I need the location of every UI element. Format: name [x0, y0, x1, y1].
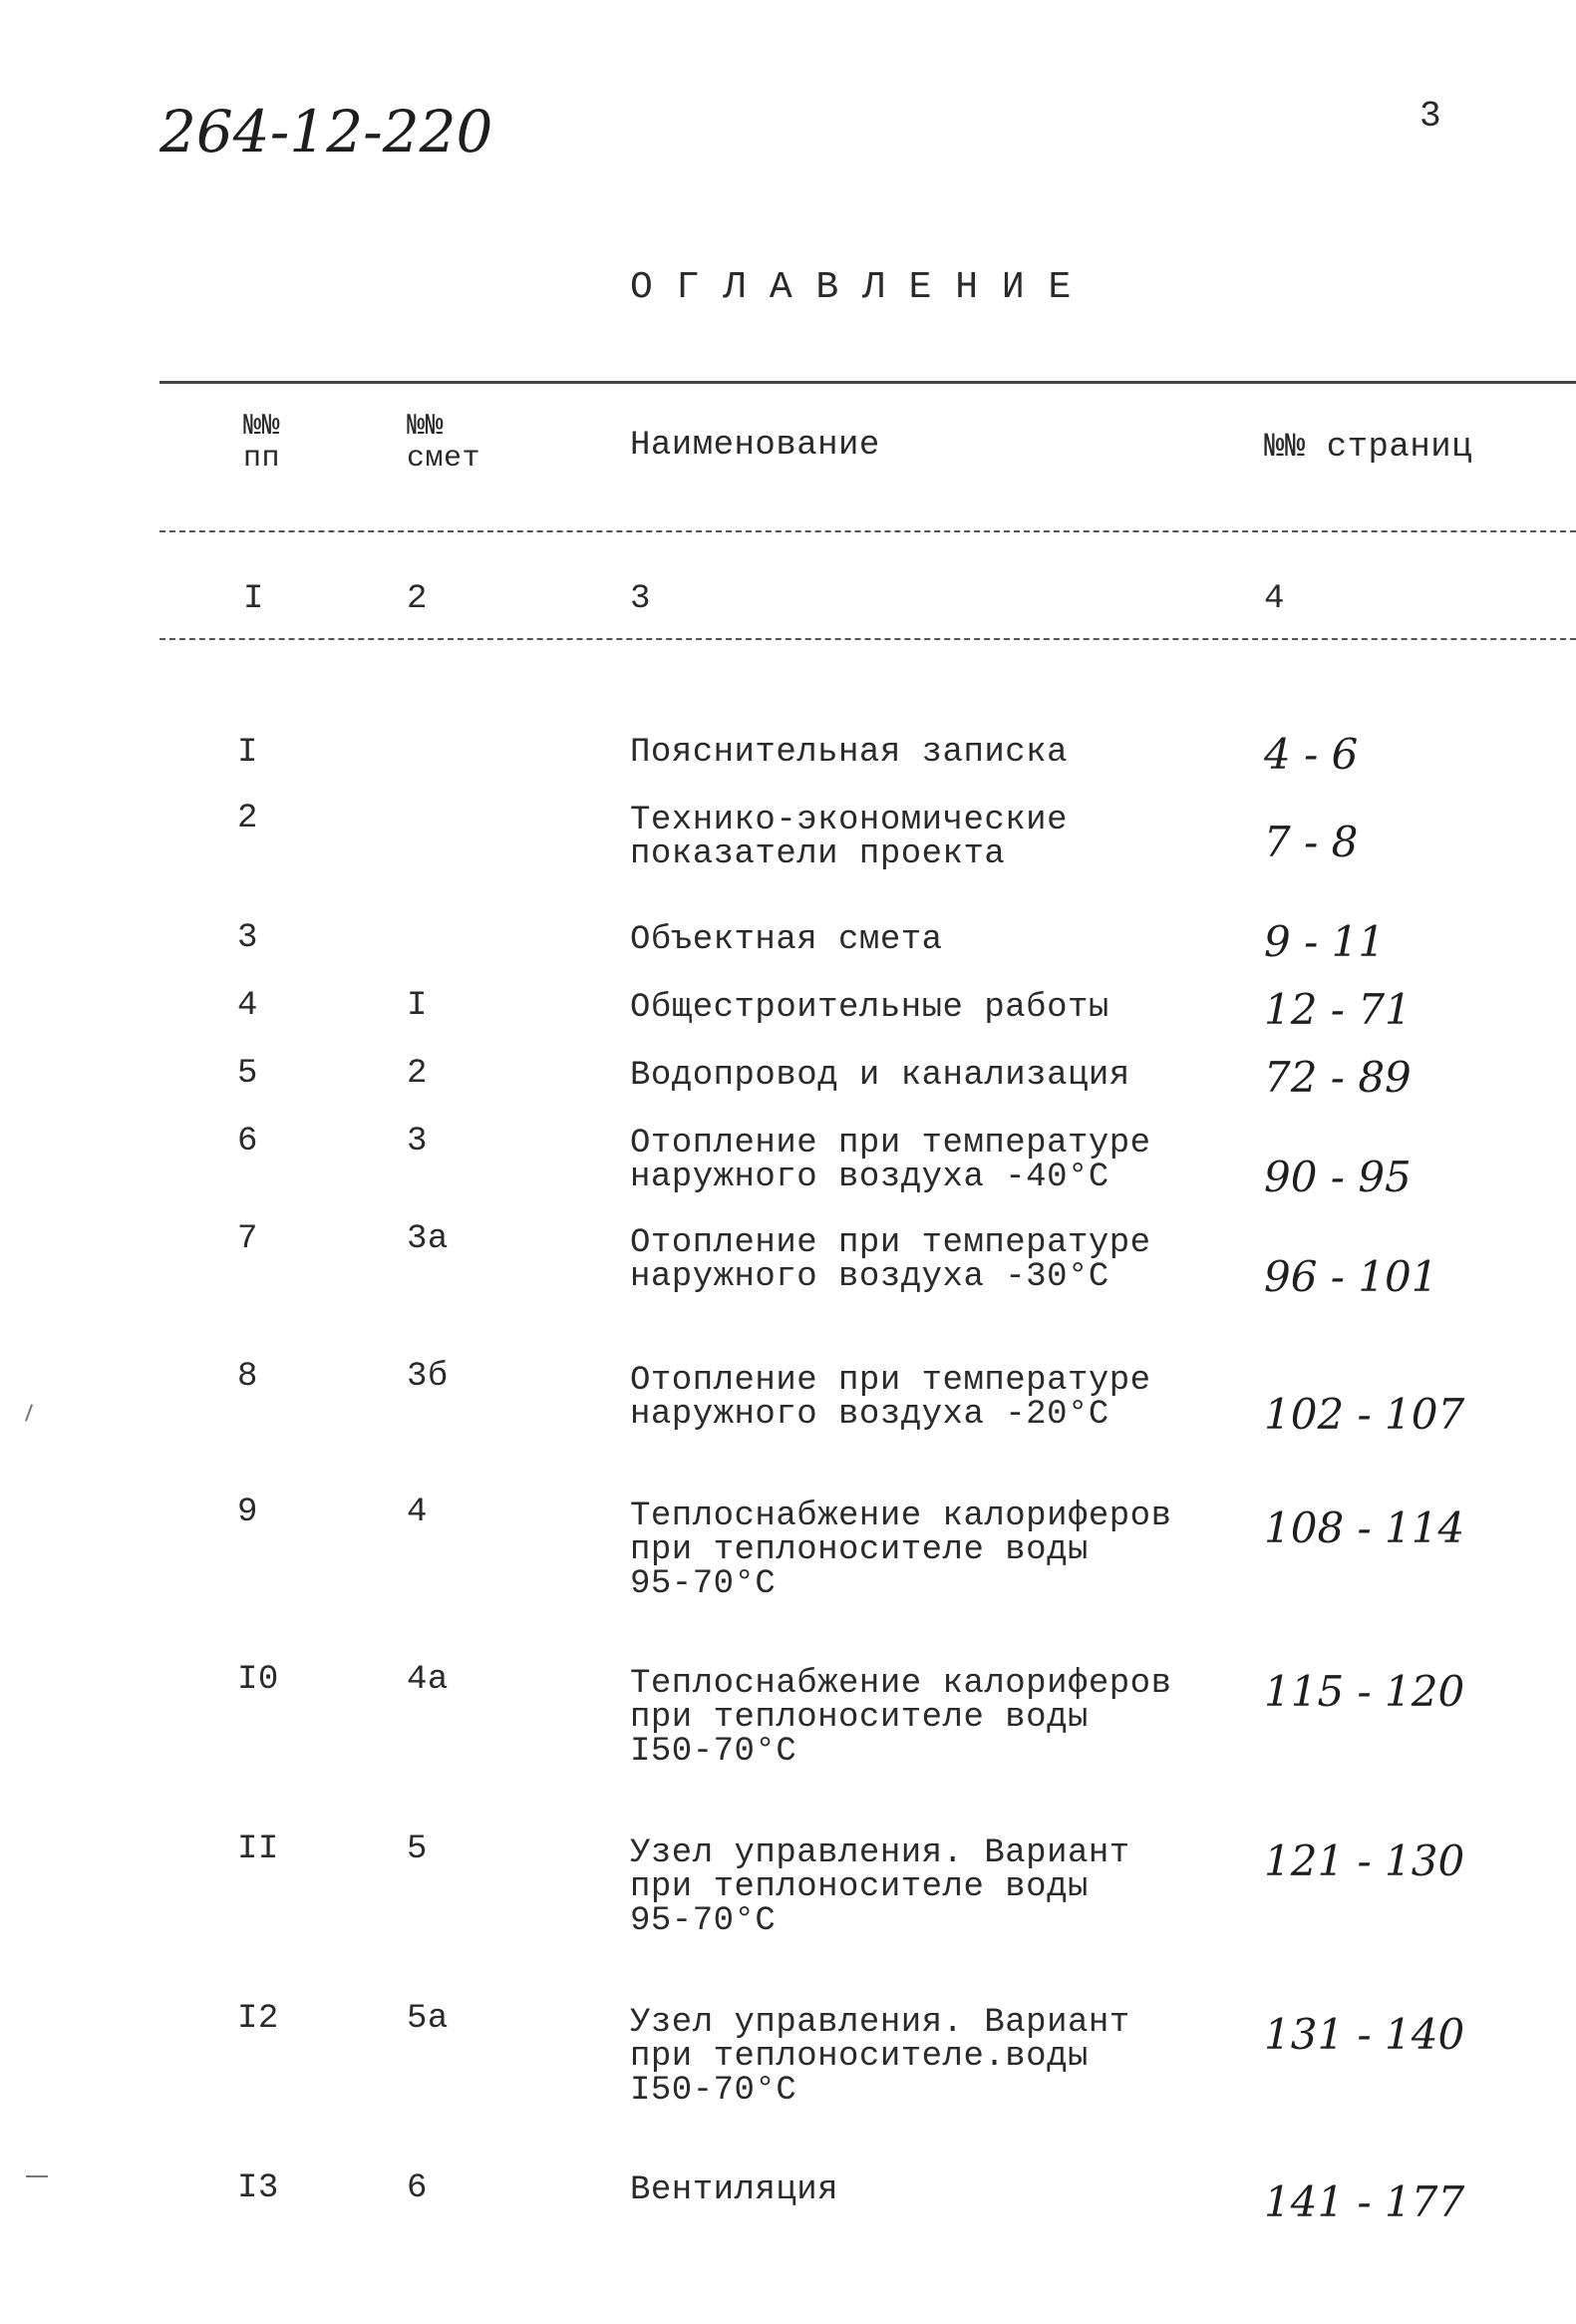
row-5-pages: 72 - 89 — [1264, 1053, 1412, 1102]
row-12-name: Узел управления. Вариант при теплоносителе.воды I50-70°C — [630, 2004, 1130, 2110]
row-9-name: Теплоснабжение калориферов при теплоносителе воды 95-70°C — [630, 1497, 1172, 1603]
row-1-pp: I — [237, 734, 258, 772]
row-4-pages: 12 - 71 — [1264, 985, 1412, 1034]
row-8-pp: 8 — [237, 1358, 258, 1396]
row-12-pp: I2 — [237, 2000, 279, 2038]
numbers-rule — [159, 638, 1576, 640]
row-7-name: Отопление при температуре наружного воздуха -30°C — [630, 1224, 1151, 1296]
row-1-pages: 4 - 6 — [1264, 730, 1359, 779]
header-col3: Наименование — [630, 427, 880, 465]
row-13-name: Вентиляция — [630, 2171, 839, 2209]
column-number-1: I — [243, 580, 264, 618]
row-8-smeta: 3б — [407, 1358, 449, 1396]
header-col2: №№ смет — [407, 410, 481, 476]
row-6-pages: 90 - 95 — [1264, 1153, 1412, 1201]
row-5-name: Водопровод и канализация — [630, 1057, 1130, 1095]
column-number-2: 2 — [407, 580, 428, 618]
column-number-4: 4 — [1264, 580, 1285, 618]
row-2-name: Технико-экономические показатели проекта — [630, 802, 1068, 873]
row-10-pages: 115 - 120 — [1264, 1667, 1465, 1716]
row-13-pages: 141 - 177 — [1264, 2177, 1465, 2226]
row-6-smeta: 3 — [407, 1123, 428, 1161]
row-6-pp: 6 — [237, 1123, 258, 1161]
row-10-name: Теплоснабжение калориферов при теплоносителе воды I50-70°C — [630, 1665, 1172, 1771]
document-code: 264-12-220 — [159, 98, 493, 166]
row-2-pp: 2 — [237, 800, 258, 837]
row-11-pp: II — [237, 1830, 279, 1868]
scan-mark — [25, 1404, 33, 1422]
row-5-pp: 5 — [237, 1055, 258, 1093]
page-number: 3 — [1419, 96, 1442, 137]
column-number-3: 3 — [630, 580, 651, 618]
row-3-pp: 3 — [237, 919, 258, 957]
row-13-smeta: 6 — [407, 2169, 428, 2207]
row-12-smeta: 5а — [407, 2000, 449, 2038]
row-3-pages: 9 - 11 — [1264, 917, 1386, 966]
row-7-pages: 96 - 101 — [1264, 1252, 1438, 1301]
row-10-smeta: 4а — [407, 1661, 449, 1699]
row-10-pp: I0 — [237, 1661, 279, 1699]
row-3-name: Объектная смета — [630, 921, 943, 959]
row-9-pp: 9 — [237, 1494, 258, 1531]
row-8-pages: 102 - 107 — [1264, 1390, 1465, 1439]
row-2-pages: 7 - 8 — [1264, 818, 1359, 866]
scan-mark — [26, 2175, 48, 2177]
row-4-pp: 4 — [237, 987, 258, 1025]
row-8-name: Отопление при температуре наружного воздуха -20°C — [630, 1362, 1151, 1434]
row-7-smeta: 3а — [407, 1220, 449, 1258]
row-9-pages: 108 - 114 — [1264, 1503, 1465, 1552]
row-5-smeta: 2 — [407, 1055, 428, 1093]
table-top-rule — [159, 381, 1576, 384]
header-col1: №№ пп — [243, 410, 281, 476]
header-col4: №№ страниц — [1264, 429, 1473, 467]
row-7-pp: 7 — [237, 1220, 258, 1258]
row-11-smeta: 5 — [407, 1830, 428, 1868]
row-13-pp: I3 — [237, 2169, 279, 2207]
row-11-name: Узел управления. Вариант при теплоносителе воды 95-70°C — [630, 1834, 1130, 1940]
row-9-smeta: 4 — [407, 1494, 428, 1531]
row-6-name: Отопление при температуре наружного воздуха -40°C — [630, 1125, 1151, 1196]
row-11-pages: 121 - 130 — [1264, 1836, 1465, 1885]
row-1-name: Пояснительная записка — [630, 734, 1068, 772]
row-12-pages: 131 - 140 — [1264, 2010, 1465, 2059]
row-4-name: Общестроительные работы — [630, 989, 1109, 1027]
header-rule — [159, 530, 1576, 532]
page-title: О Г Л А В Л Е Н И Е — [630, 266, 1072, 309]
row-4-smeta: I — [407, 987, 428, 1025]
